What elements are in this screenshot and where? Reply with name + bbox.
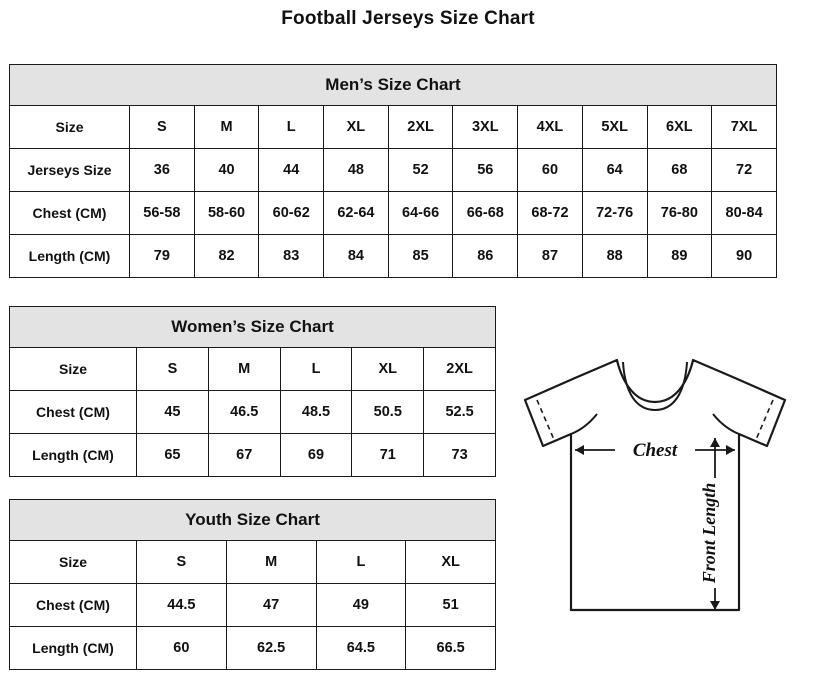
table-row	[10, 149, 777, 192]
table-caption-row	[10, 500, 496, 541]
cell: 90	[712, 235, 777, 278]
row-label: Size	[10, 106, 130, 149]
cell: 52.5	[424, 391, 496, 434]
cell: 87	[518, 235, 583, 278]
table-row	[10, 391, 496, 434]
cell: 64.5	[316, 627, 406, 670]
table-caption-row	[10, 65, 777, 106]
cell: 5XL	[582, 106, 647, 149]
table-row	[10, 106, 777, 149]
cell: 65	[137, 434, 209, 477]
cell: 3XL	[453, 106, 518, 149]
row-label: Chest (CM)	[10, 584, 137, 627]
cell: 62.5	[226, 627, 316, 670]
cell: 69	[280, 434, 352, 477]
cell: 68	[647, 149, 712, 192]
table-row	[10, 584, 496, 627]
cell: 82	[194, 235, 259, 278]
cell: 40	[194, 149, 259, 192]
cell: 60	[518, 149, 583, 192]
cell: 68-72	[518, 192, 583, 235]
cell: 76-80	[647, 192, 712, 235]
cell: 64-66	[388, 192, 453, 235]
cell: 56-58	[130, 192, 195, 235]
cell: 80-84	[712, 192, 777, 235]
mens-size-chart-section	[9, 64, 777, 278]
womens-caption: Women’s Size Chart	[10, 307, 496, 348]
cell: 66-68	[453, 192, 518, 235]
cell: 86	[453, 235, 518, 278]
cell: 72	[712, 149, 777, 192]
table-row	[10, 627, 496, 670]
cell: 4XL	[518, 106, 583, 149]
cell: S	[137, 348, 209, 391]
cell: 2XL	[388, 106, 453, 149]
cell: 45	[137, 391, 209, 434]
cell: L	[316, 541, 406, 584]
jersey-measurement-diagram	[505, 338, 805, 638]
cell: 6XL	[647, 106, 712, 149]
cell: 52	[388, 149, 453, 192]
cell: 62-64	[324, 192, 389, 235]
cell: 36	[130, 149, 195, 192]
table-caption-row	[10, 307, 496, 348]
cell: 85	[388, 235, 453, 278]
cell: 72-76	[582, 192, 647, 235]
cell: 48	[324, 149, 389, 192]
cell: S	[137, 541, 227, 584]
mens-caption: Men’s Size Chart	[10, 65, 777, 106]
cell: 71	[352, 434, 424, 477]
cell: M	[208, 348, 280, 391]
row-label: Chest (CM)	[10, 192, 130, 235]
cell: 2XL	[424, 348, 496, 391]
table-row	[10, 434, 496, 477]
cell: S	[130, 106, 195, 149]
cell: 88	[582, 235, 647, 278]
youth-size-chart-table	[9, 499, 496, 670]
youth-size-chart-section	[9, 499, 496, 670]
cell: 48.5	[280, 391, 352, 434]
cell: 73	[424, 434, 496, 477]
cell: 67	[208, 434, 280, 477]
row-label: Jerseys Size	[10, 149, 130, 192]
cell: M	[226, 541, 316, 584]
table-row	[10, 348, 496, 391]
table-row	[10, 192, 777, 235]
table-row	[10, 235, 777, 278]
youth-caption: Youth Size Chart	[10, 500, 496, 541]
row-label: Size	[10, 348, 137, 391]
cell: 51	[406, 584, 496, 627]
mens-size-chart-table	[9, 64, 777, 278]
cell: 60	[137, 627, 227, 670]
cell: 50.5	[352, 391, 424, 434]
table-row	[10, 541, 496, 584]
cell: 44	[259, 149, 324, 192]
cell: 84	[324, 235, 389, 278]
cell: 64	[582, 149, 647, 192]
row-label: Length (CM)	[10, 235, 130, 278]
jersey-shirt-icon	[505, 338, 805, 638]
cell: XL	[324, 106, 389, 149]
cell: 44.5	[137, 584, 227, 627]
chest-label: Chest	[632, 440, 678, 461]
cell: 47	[226, 584, 316, 627]
cell: XL	[406, 541, 496, 584]
shirt-outline	[525, 360, 785, 610]
womens-size-chart-section	[9, 306, 496, 477]
cell: 66.5	[406, 627, 496, 670]
cell: XL	[352, 348, 424, 391]
cell: 49	[316, 584, 406, 627]
cell: 83	[259, 235, 324, 278]
page-title: Football Jerseys Size Chart	[281, 8, 535, 29]
cell: 60-62	[259, 192, 324, 235]
row-label: Size	[10, 541, 137, 584]
cell: 79	[130, 235, 195, 278]
cell: M	[194, 106, 259, 149]
front-length-label: Front Length	[699, 482, 719, 584]
row-label: Length (CM)	[10, 434, 137, 477]
cell: 56	[453, 149, 518, 192]
cell: 89	[647, 235, 712, 278]
cell: 46.5	[208, 391, 280, 434]
womens-size-chart-table	[9, 306, 496, 477]
cell: L	[259, 106, 324, 149]
row-label: Chest (CM)	[10, 391, 137, 434]
row-label: Length (CM)	[10, 627, 137, 670]
cell: 7XL	[712, 106, 777, 149]
cell: 58-60	[194, 192, 259, 235]
cell: L	[280, 348, 352, 391]
